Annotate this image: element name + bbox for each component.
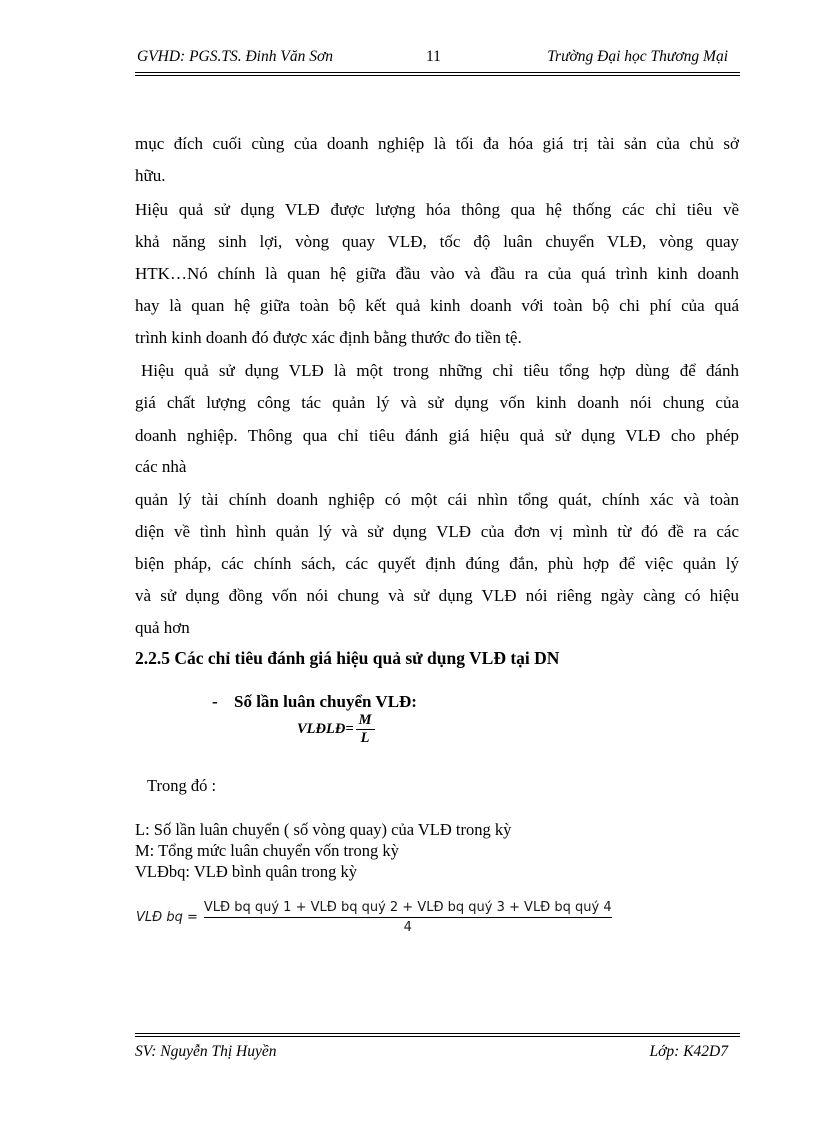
p2-line-4: hay là quan hệ giữa toàn bộ kết quả kinh doanh với toàn bộ chi phí của quá: [135, 296, 739, 315]
p2-line-1: Hiệu quả sử dụng VLĐ được lượng hóa thông qua hệ thống các chỉ tiêu về: [135, 200, 739, 219]
header-supervisor: GVHD: PGS.TS. Đinh Văn Sơn: [137, 48, 333, 65]
formula-average-lhs: VLĐ bq =: [136, 910, 198, 925]
definition-VLDbq: VLĐbq: VLĐ bình quân trong kỳ: [135, 862, 357, 881]
p3-line-2: giá chất lượng công tác quản lý và sử dụng vốn kinh doanh nói chung của: [135, 393, 739, 412]
header-rule-1: [135, 72, 740, 73]
footer-student: SV: Nguyễn Thị Huyền: [135, 1043, 277, 1060]
definition-M: M: Tổng mức luân chuyển vốn trong kỳ: [135, 841, 399, 860]
formula-turnover-denominator: L: [360, 730, 370, 746]
formula-turnover: [297, 712, 375, 747]
p4-line-2: diện về tình hình quản lý và sử dụng VLĐ của đơn vị mình từ đó đề ra các: [135, 522, 739, 541]
p3-line-4: các nhà: [135, 457, 187, 476]
formula-turnover-lhs: VLĐLĐ=: [297, 721, 354, 737]
page-header: [135, 48, 740, 70]
page-footer: [135, 1043, 740, 1061]
fraction-bar: [204, 917, 612, 918]
formula-average-fraction: [204, 900, 612, 935]
footer-rule-2: [135, 1036, 740, 1037]
formula-turnover-numerator: M: [358, 712, 372, 728]
header-rule-2: [135, 75, 740, 76]
definitions-intro: Trong đó :: [147, 776, 217, 795]
bullet-dash: -: [212, 692, 218, 711]
p3-line-3: doanh nghiệp. Thông qua chỉ tiêu đánh giá hiệu quả sử dụng VLĐ cho phép: [135, 426, 739, 445]
p4-line-3: biện pháp, các chính sách, các quyết định đúng đắn, phù hợp để việc quản lý: [135, 554, 739, 573]
header-school: Trường Đại học Thương Mại: [547, 48, 728, 65]
formula-average-numerator: VLĐ bq quý 1 + VLĐ bq quý 2 + VLĐ bq quý 3 + VLĐ bq quý 4: [203, 900, 612, 915]
section-heading: 2.2.5 Các chỉ tiêu đánh giá hiệu quả sử dụng VLĐ tại DN: [135, 648, 560, 668]
p4-line-5: quả hơn: [135, 618, 190, 637]
formula-average-denominator: 4: [403, 920, 412, 935]
definition-L: L: Số lần luân chuyển ( số vòng quay) của VLĐ trong kỳ: [135, 820, 512, 839]
p2-line-5: trình kinh doanh đó được xác định bằng thước đo tiền tệ.: [135, 328, 522, 347]
p4-line-4: và sử dụng đồng vốn nói chung và sử dụng VLĐ nói riêng ngày càng có hiệu: [135, 586, 739, 605]
p2-line-3: HTK…Nó chính là quan hệ giữa đầu vào và đầu ra của quá trình kinh doanh: [135, 264, 739, 283]
p2-line-2: khả năng sinh lợi, vòng quay VLĐ, tốc độ luân chuyển VLĐ, vòng quay: [135, 232, 739, 251]
bullet-item: [212, 692, 417, 712]
p4-line-1: quản lý tài chính doanh nghiệp có một cái nhìn tổng quát, chính xác và toàn: [135, 490, 739, 509]
p3-line-1: Hiệu quả sử dụng VLĐ là một trong những chỉ tiêu tổng hợp dùng để đánh: [141, 361, 739, 380]
footer-class: Lớp: K42D7: [649, 1043, 728, 1060]
formula-turnover-fraction: [356, 712, 375, 747]
header-page-number: 11: [426, 48, 441, 65]
footer-rule-1: [135, 1033, 740, 1034]
p1-line-2: hữu.: [135, 166, 166, 185]
p1-line-1: mục đích cuối cùng của doanh nghiệp là tối đa hóa giá trị tài sản của chủ sở: [135, 134, 739, 153]
formula-average-working-capital: [136, 900, 612, 935]
bullet-label: Số lần luân chuyển VLĐ:: [234, 692, 417, 711]
